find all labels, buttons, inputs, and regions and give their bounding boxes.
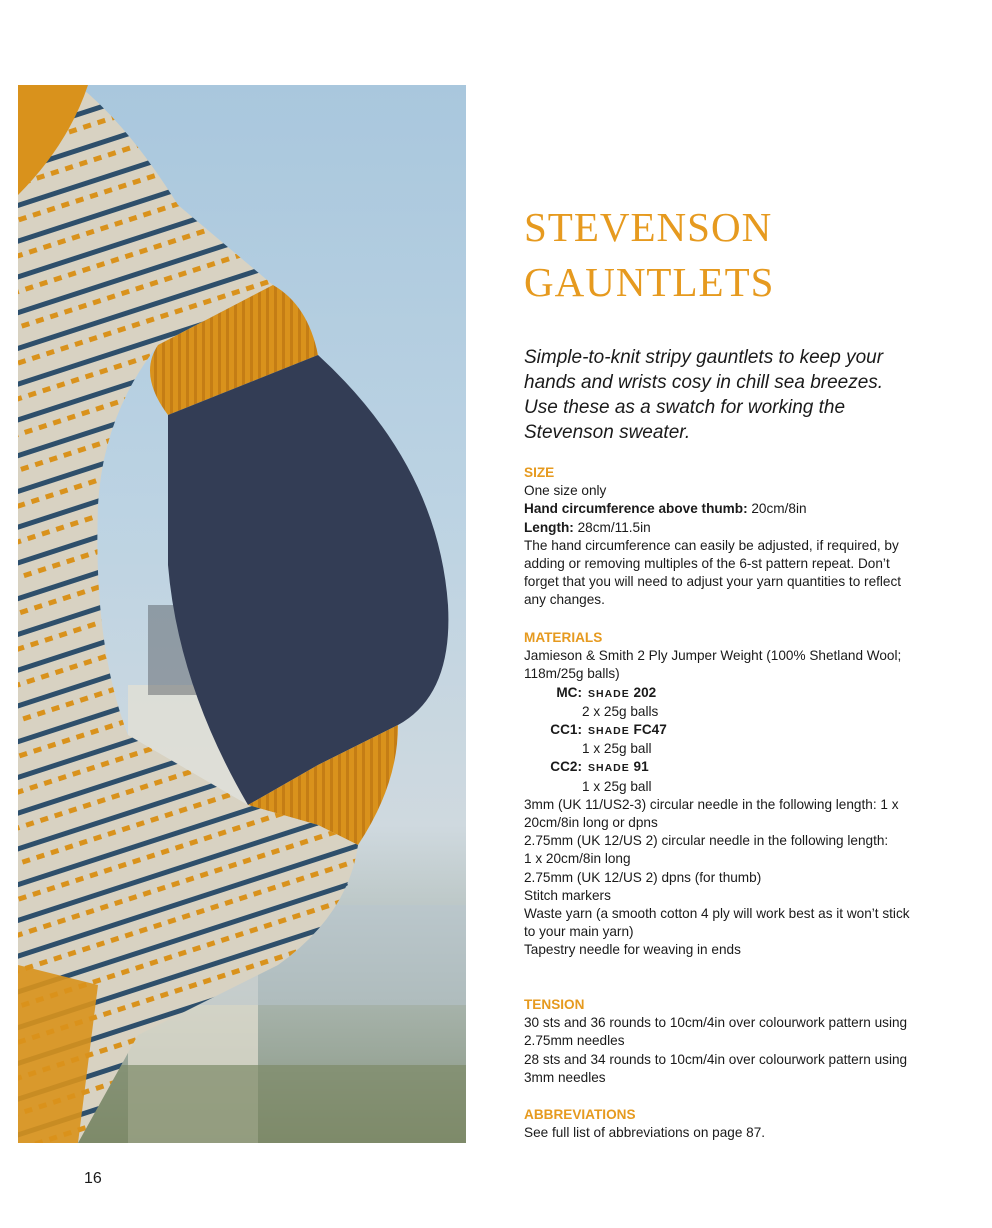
- colour-row: [524, 721, 919, 740]
- materials-heading: MATERIALS: [524, 630, 603, 645]
- materials-item: Stitch markers: [524, 887, 611, 903]
- hand-value: 20cm/8in: [751, 501, 807, 517]
- size-section: [524, 464, 919, 610]
- title-line-2: GAUNTLETS: [524, 259, 775, 305]
- tension-heading: TENSION: [524, 997, 585, 1012]
- size-heading: SIZE: [524, 465, 555, 480]
- materials-section: [524, 629, 919, 960]
- title-line-1: STEVENSON: [524, 204, 773, 250]
- colour-quantity: 1 x 25g ball: [582, 778, 652, 794]
- length-value: 28cm/11.5in: [577, 519, 651, 535]
- colour-shade: SHADE FC47: [588, 722, 667, 738]
- materials-item: Waste yarn (a smooth cotton 4 ply will work best as it won’t stick to your main yarn): [524, 906, 910, 940]
- colour-quantity: 2 x 25g balls: [582, 703, 659, 719]
- length: [524, 519, 919, 537]
- page-number: 16: [84, 1170, 102, 1187]
- materials-item: 2.75mm (UK 12/US 2) dpns (for thumb): [524, 869, 762, 885]
- tension-line: 30 sts and 36 rounds to 10cm/4in over colourwork pattern using 2.75mm needles: [524, 1015, 908, 1049]
- tension-section: [524, 996, 919, 1087]
- colour-row: [524, 758, 919, 777]
- colour-row: [524, 684, 919, 703]
- abbreviations-text: See full list of abbreviations on page 87.: [524, 1125, 766, 1141]
- colour-code: CC1:: [550, 722, 582, 738]
- colour-code: MC:: [556, 684, 582, 700]
- hand-circumference: [524, 500, 919, 518]
- colour-shade: SHADE 202: [588, 684, 657, 700]
- materials-item: Tapestry needle for weaving in ends: [524, 942, 741, 958]
- size-line: One size only: [524, 483, 607, 499]
- photo-knitted-gauntlet: [18, 85, 466, 1143]
- size-note: The hand circumference can easily be adjusted, if required, by adding or removing multiples of the 6-st pattern repeat. Don’t forget that you will need to adjust your yarn quantities to reflect any changes.: [524, 537, 902, 608]
- materials-item: 1 x 20cm/8in long: [524, 851, 631, 867]
- abbreviations-section: [524, 1106, 919, 1142]
- hand-label: Hand circumference above thumb:: [524, 501, 748, 517]
- abbreviations-heading: ABBREVIATIONS: [524, 1107, 636, 1122]
- yarn-description: Jamieson & Smith 2 Ply Jumper Weight (100% Shetland Wool; 118m/25g balls): [524, 648, 902, 682]
- page-title: [524, 200, 904, 310]
- tension-line: 28 sts and 34 rounds to 10cm/4in over colourwork pattern using 3mm needles: [524, 1051, 908, 1085]
- materials-item: 3mm (UK 11/US2-3) circular needle in the following length: 1 x 20cm/8in long or dpns: [524, 796, 899, 831]
- materials-item: 2.75mm (UK 12/US 2) circular needle in the following length:: [524, 833, 889, 849]
- colour-code: CC2:: [550, 759, 582, 775]
- intro-text: Simple-to-knit stripy gauntlets to keep your hands and wrists cosy in chill sea breezes. Use these as a swatch for working the Stevenson sweater.: [524, 347, 884, 443]
- length-label: Length:: [524, 519, 574, 535]
- colour-shade: SHADE 91: [588, 759, 649, 775]
- colour-quantity: 1 x 25g ball: [582, 741, 652, 757]
